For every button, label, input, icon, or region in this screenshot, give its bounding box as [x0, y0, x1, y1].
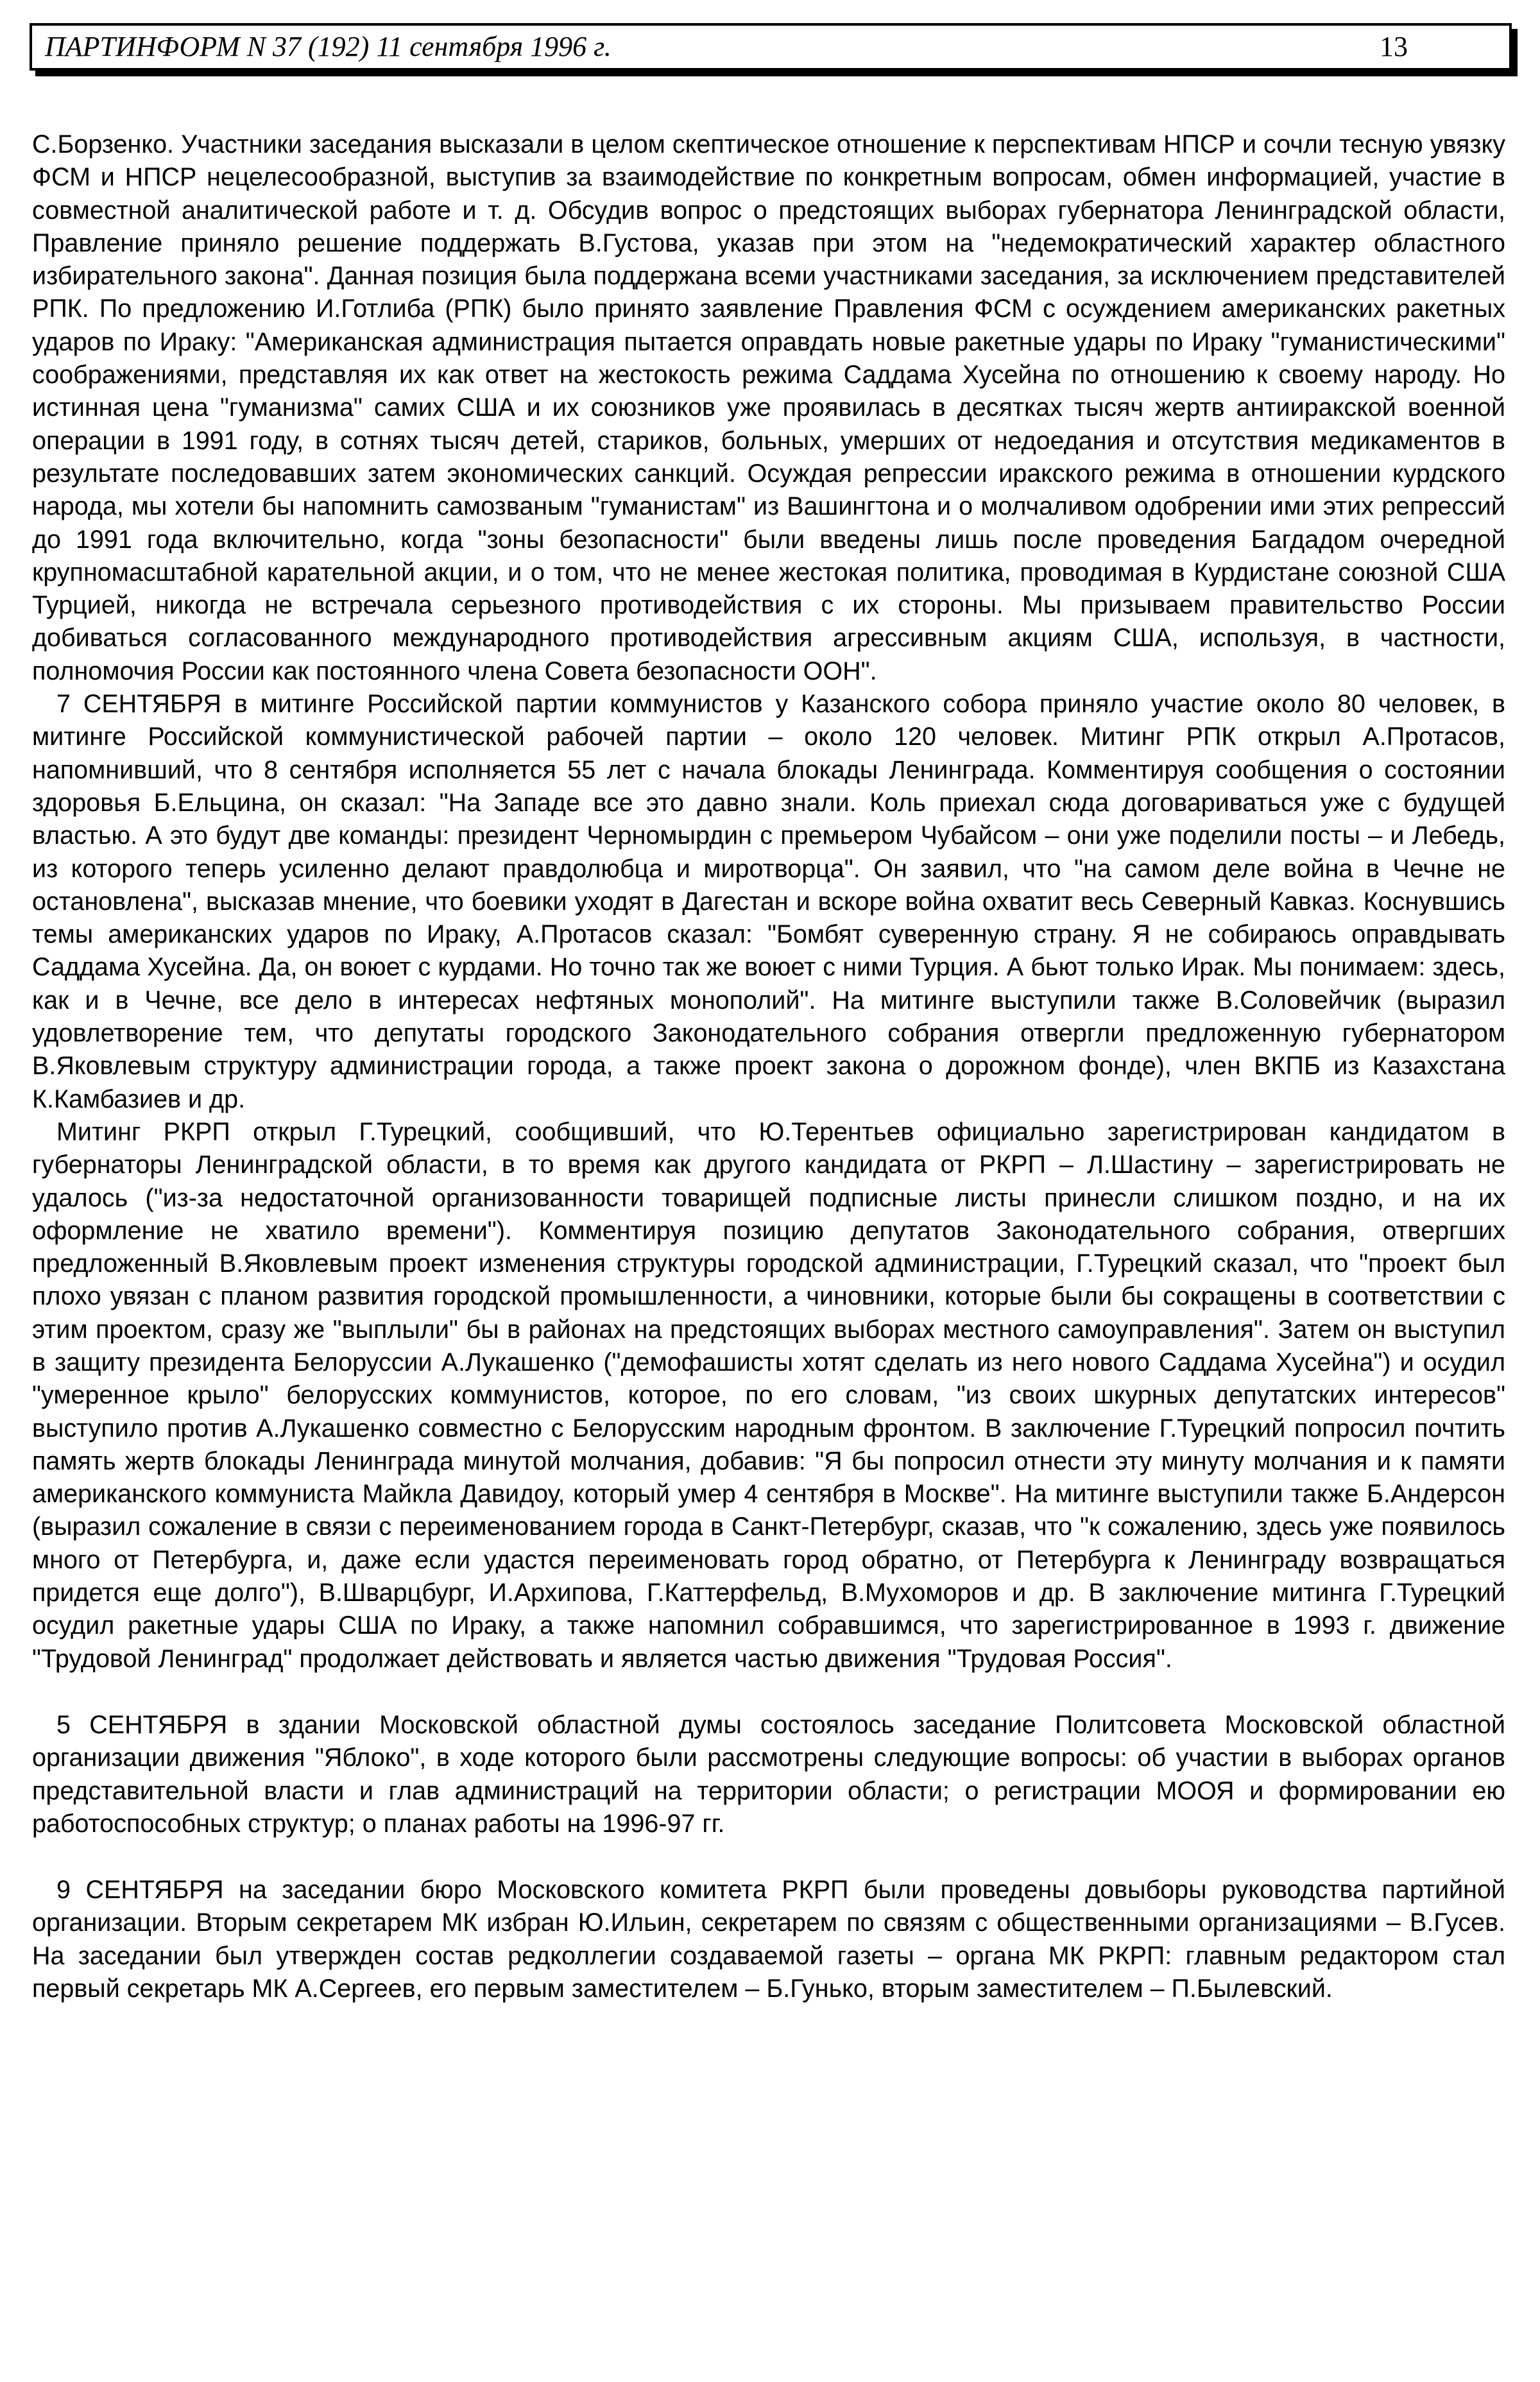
- paragraph-sept-7-rallies: 7 СЕНТЯБРЯ в митинге Российской партии коммунистов у Казанского собора приняло участие около 80 человек, в митинге Российской коммунистической рабочей партии – около 120 человек. Митинг РПК открыл А.Протасов, напомнивший, что 8 сентября исполняется 55 лет с начала блокады Ленинграда. Комментируя сообщения о состоянии здоровья Б.Ельцина, он сказал: "На Западе все это давно знали. Коль приехал сюда договариваться уже с будущей властью. А это будут две команды: президент Черномырдин с премьером Чубайсом – они уже поделили посты – и Лебедь, из которого теперь усиленно делают правдолюбца и миротворца". Он заявил, что "на самом деле война в Чечне не остановлена", высказав мнение, что боевики уходят в Дагестан и вскоре война охватит весь Северный Кавказ. Коснувшись темы американских ударов по Ираку, А.Протасов сказал: "Бомбят суверенную страну. Я не собираюсь оправдывать Саддама Хусейна. Да, он воюет с курдами. Но точно так же воюет с ними Турция. А бьют только Ирак. Мы понимаем: здесь, как и в Чечне, все дело в интересах нефтяных монополий". На митинге выступили также В.Соловейчик (выразил удовлетворение тем, что депутаты городского Законодательного собрания отвергли предложенную губернатором В.Яковлевым структуру администрации города, а также проект закона о дорожном фонде), член ВКПБ из Казахстана К.Камбазиев и др.: [32, 690, 1505, 1113]
- page-number: 13: [1380, 31, 1408, 62]
- article-body: [32, 128, 1505, 2005]
- publication-title: ПАРТИНФОРМ N 37 (192) 11 сентября 1996 г.: [45, 31, 612, 62]
- paragraph-rkrp-rally: Митинг РКРП открыл Г.Турецкий, сообщивший, что Ю.Терентьев официально зарегистрирован кандидатом в губернаторы Ленинградской области, в то время как другого кандидата от РКРП – Л.Шастину – зарегистрировать не удалось ("из-за недостаточной организованности товарищей подписные листы принесли слишком поздно, и на их оформление не хватило времени"). Комментируя позицию депутатов Законодательного собрания, отвергших предложенный В.Яковлевым проект изменения структуры городской администрации, Г.Турецкий сказал, что "проект был плохо увязан с планом развития городской промышленности, а чиновники, которые были бы сокращены в соответствии с этим проектом, сразу же "выплыли" бы в районах на предстоящих выборах местного самоуправления". Затем он выступил в защиту президента Белоруссии А.Лукашенко ("демофашисты хотят сделать из него нового Саддама Хусейна") и осудил "умеренное крыло" белорусских коммунистов, которое, по его словам, "из своих шкурных депутатских интересов" выступило против А.Лукашенко совместно с Белорусским народным фронтом. В заключение Г.Турецкий попросил почтить память жертв блокады Ленинграда минутой молчания, добавив: "Я бы попросил отнести эту минуту молчания и к памяти американского коммуниста Майкла Давидоу, который умер 4 сентября в Москве". На митинге выступили также Б.Андерсон (выразил сожаление в связи с переименованием города в Санкт-Петербург, сказав, что "к сожалению, здесь уже появилось много от Петербурга, и, даже если удастся переименовать город обратно, от Петербурга к Ленинграду возвращаться придется еще долго"), В.Шварцбург, И.Архипова, Г.Каттерфельд, В.Мухоморов и др. В заключение митинга Г.Турецкий осудил ракетные удары США по Ираку, а также напомнил собравшимся, что зарегистрированное в 1993 г. движение "Трудовой Ленинград" продолжает действовать и является частью движения "Трудовая Россия".: [32, 1117, 1505, 1673]
- paragraph-borzenko: С.Борзенко. Участники заседания высказали в целом скептическое отношение к перспективам НПСР и сочли тесную увязку ФСМ и НПСР нецелесообразной, выступив за взаимодействие по конкретным вопросам, обмен информацией, участие в совместной аналитической работе и т. д. Обсудив вопрос о предстоящих выборах губернатора Ленинградской области, Правление приняло решение поддержать В.Густова, указав при этом на "недемократический характер областного избирательного закона". Данная позиция была поддержана всеми участниками заседания, за исключением представителей РПК. По предложению И.Готлиба (РПК) было принято заявление Правления ФСМ с осуждением американских ракетных ударов по Ираку: "Американская администрация пытается оправдать новые ракетные удары по Ираку "гуманистическими" соображениями, представляя их как ответ на жестокость режима Саддама Хусейна по отношению к своему народу. Но истинная цена "гуманизма" самих США и их союзников уже проявилась в десятках тысяч жертв антииракской военной операции в 1991 году, в сотнях тысяч детей, стариков, больных, умерших от недоедания и отсутствия медикаментов в результате последовавших затем экономических санкций. Осуждая репрессии иракского режима в отношении курдского народа, мы хотели бы напомнить самозваным "гуманистам" из Вашингтона и о молчаливом одобрении ими этих репрессий до 1991 года включительно, когда "зоны безопасности" были введены лишь после проведения Багдадом очередной крупномасштабной карательной акции, и о том, что не менее жестокая политика, проводимая в Курдистане союзной США Турцией, никогда не встречала серьезного противодействия с их стороны. Мы призываем правительство России добиваться согласованного международного противодействия агрессивным акциям США, используя, в частности, полномочия России как постоянного члена Совета безопасности ООН".: [32, 130, 1505, 685]
- paragraph-sept-9-rkrp: 9 СЕНТЯБРЯ на заседании бюро Московского комитета РКРП были проведены довыборы руководства партийной организации. Вторым секретарем МК избран Ю.Ильин, секретарем по связям с общественными организациями – В.Гусев. На заседании был утвержден состав редколлегии создаваемой газеты – органа МК РКРП: главным редактором стал первый секретарь МК А.Сергеев, его первым заместителем – Б.Гунько, вторым заместителем – П.Былевский.: [32, 1876, 1505, 2003]
- paragraph-sept-5-yabloko: 5 СЕНТЯБРЯ в здании Московской областной думы состоялось заседание Политсовета Московской областной организации движения "Яблоко", в ходе которого были рассмотрены следующие вопросы: об участии в выборах органов представительной власти и глав администраций на территории области; о регистрации МООЯ и формировании ею работоспособных структур; о планах работы на 1996-97 гг.: [32, 1710, 1505, 1838]
- page-header: [30, 23, 1512, 71]
